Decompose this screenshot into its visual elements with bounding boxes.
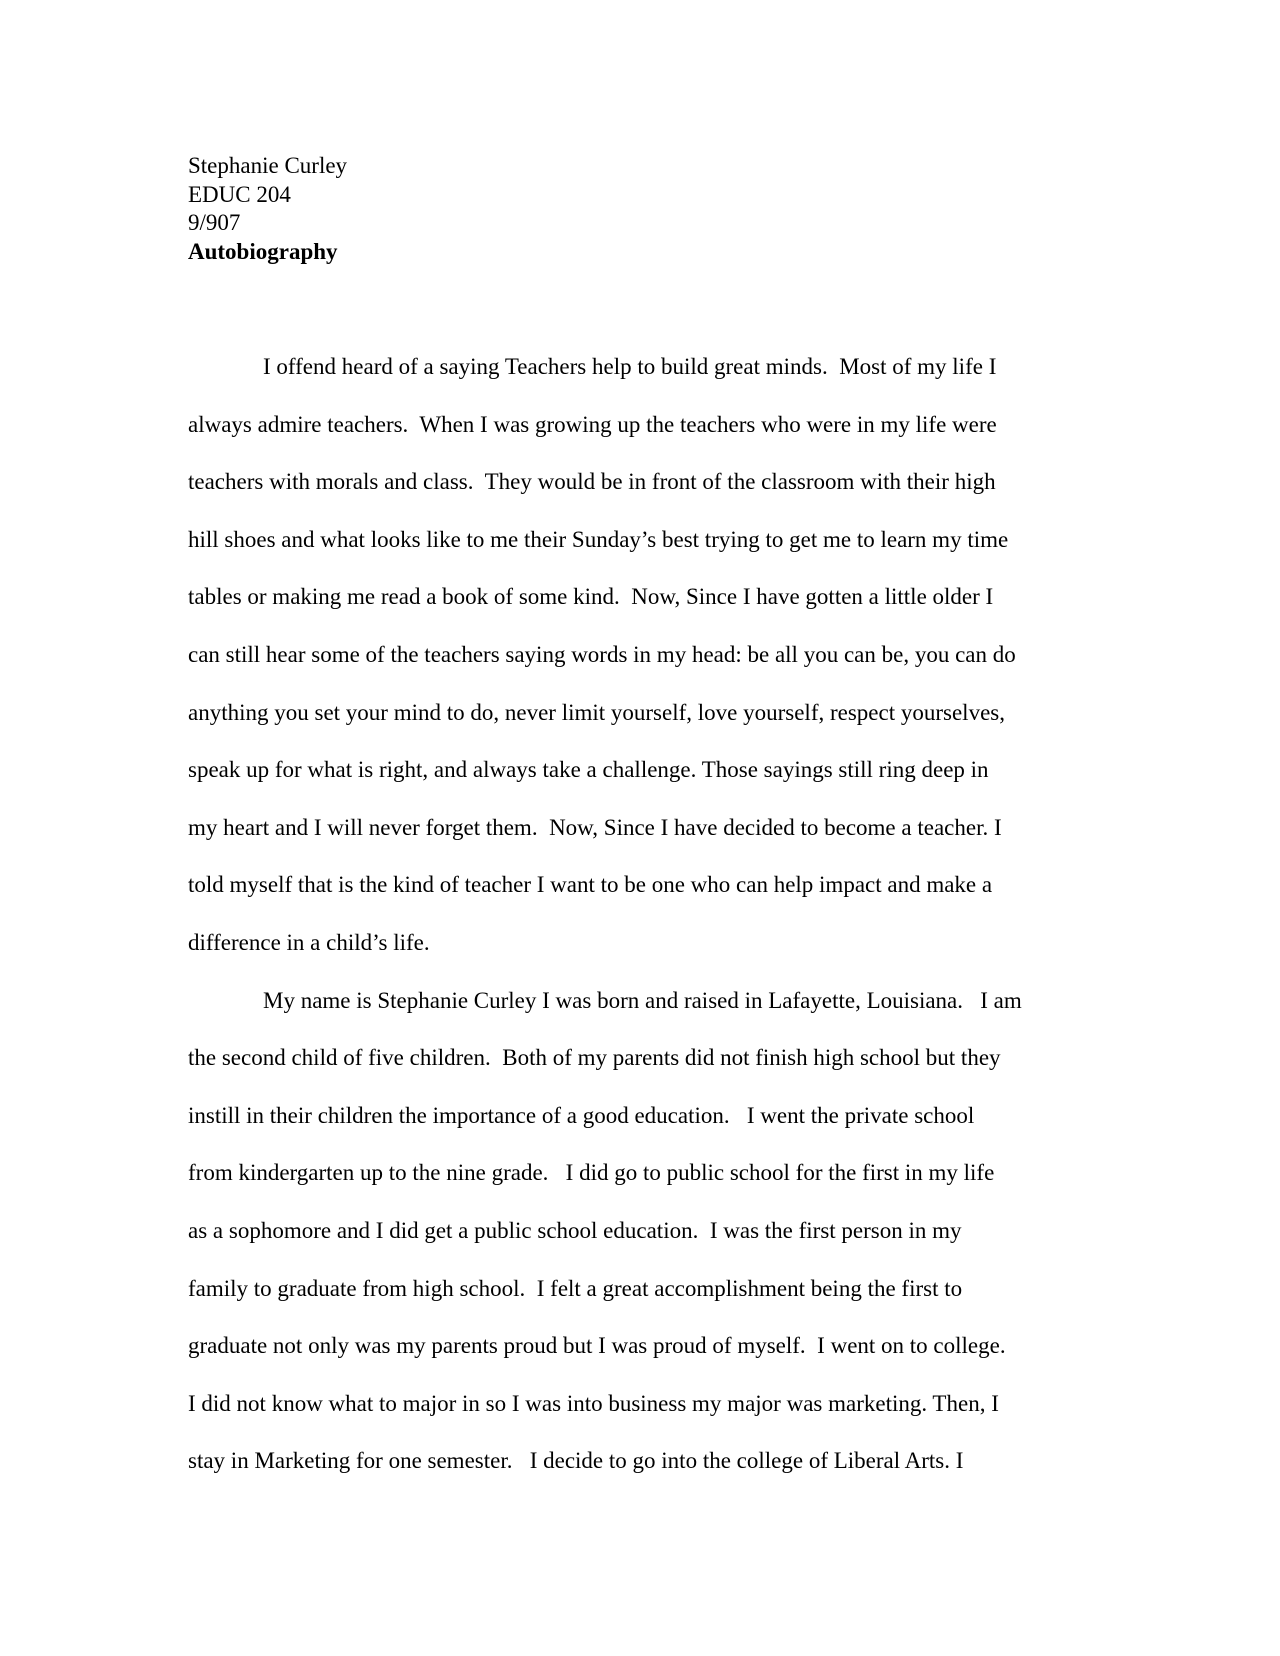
document-header — [188, 152, 347, 266]
document-date: 9/907 — [188, 210, 241, 235]
paragraph-line: as a sophomore and I did get a public school education. I was the first person in my — [188, 1217, 962, 1243]
paragraph-line: I offend heard of a saying Teachers help to build great minds. Most of my life I — [263, 354, 997, 379]
paragraph-line: instill in their children the importance of a good education. I went the private school — [188, 1102, 975, 1128]
paragraph-line: My name is Stephanie Curley I was born and raised in Lafayette, Louisiana. I am — [263, 987, 1022, 1013]
paragraph-line: teachers with morals and class. They would be in front of the classroom with their high — [188, 469, 996, 495]
course-code: EDUC 204 — [188, 181, 291, 207]
paragraph-line: graduate not only was my parents proud but I was proud of myself. I went on to college. — [188, 1333, 1006, 1359]
author-name: Stephanie Curley — [188, 153, 348, 178]
paragraph-line: anything you set your mind to do, never limit yourself, love yourself, respect yourselves, — [188, 699, 1005, 725]
paragraph-line: tables or making me read a book of some kind. Now, Since I have gotten a little older I — [188, 584, 994, 610]
paragraph-line: from kindergarten up to the nine grade. I did go to public school for the first in my life — [188, 1160, 995, 1186]
paragraph-line: I did not know what to major in so I was into business my major was marketing. Then, I — [188, 1390, 999, 1416]
paragraph-line: hill shoes and what looks like to me their Sunday’s best trying to get me to learn my time — [188, 526, 1009, 552]
paragraph-line: always admire teachers. When I was growing up the teachers who were in my life were — [188, 411, 997, 437]
paragraph-line: told myself that is the kind of teacher I want to be one who can help impact and make a — [188, 872, 993, 898]
document-body — [188, 345, 1138, 1497]
paragraph-line: speak up for what is right, and always take a challenge. Those sayings still ring deep in — [188, 757, 989, 783]
paragraph-line: can still hear some of the teachers saying words in my head: be all you can be, you can do — [188, 641, 1016, 667]
paragraph-line: family to graduate from high school. I felt a great accomplishment being the first to — [188, 1275, 963, 1301]
paragraph-line: difference in a child’s life. — [188, 929, 430, 955]
paragraph-line: stay in Marketing for one semester. I decide to go into the college of Liberal Arts. I — [188, 1448, 964, 1474]
document-title: Autobiography — [188, 238, 338, 264]
paragraph-line: my heart and I will never forget them. Now, Since I have decided to become a teacher. I — [188, 814, 1002, 840]
paragraph-line: the second child of five children. Both of my parents did not finish high school but they — [188, 1045, 1001, 1071]
